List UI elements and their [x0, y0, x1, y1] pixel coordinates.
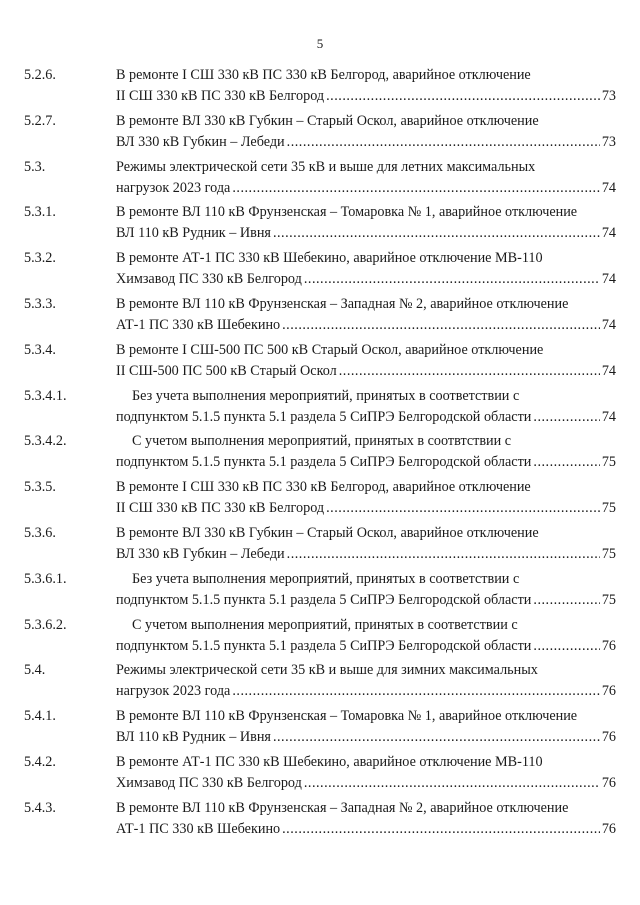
dot-leader	[287, 132, 600, 153]
dot-leader	[326, 86, 600, 107]
toc-entry[interactable]	[24, 798, 616, 840]
page-reference: 73	[601, 88, 616, 104]
page-reference: 75	[601, 454, 616, 471]
toc-entry-heading	[24, 431, 616, 452]
section-number: 5.4.	[24, 662, 46, 679]
toc-entry-continuation	[70, 86, 616, 107]
toc-entry-continuation	[70, 727, 616, 748]
toc-entry[interactable]	[24, 706, 616, 748]
section-number: 5.4.2.	[24, 753, 56, 770]
section-number: 5.3.6.1.	[24, 570, 67, 587]
section-number: 5.4.1.	[24, 708, 56, 725]
section-title-line1: В ремонте ВЛ 330 кВ Губкин – Старый Оскол, аварийное отключение	[116, 112, 539, 129]
section-title-line2: ВЛ 110 кВ Рудник – Ивня	[116, 729, 271, 746]
section-title-line1: С учетом выполнения мероприятий, принятых в соотвтствии с	[132, 433, 512, 450]
dot-leader	[232, 681, 599, 702]
toc-entry-heading	[24, 752, 616, 773]
toc-entry-continuation	[70, 407, 616, 428]
toc-entry-heading	[24, 523, 616, 544]
page-reference: 74	[601, 225, 616, 242]
section-number: 5.3.5.	[24, 479, 56, 496]
page-reference: 76	[601, 637, 616, 654]
page-reference: 74	[601, 408, 616, 425]
toc-entry[interactable]	[24, 569, 616, 611]
toc-entry[interactable]	[24, 111, 616, 153]
page-reference: 75	[601, 591, 616, 608]
toc-entry-continuation	[70, 590, 616, 611]
section-number: 5.2.7.	[24, 112, 56, 129]
section-title-line2: АТ-1 ПС 330 кВ Шебекино	[116, 820, 281, 837]
section-number: 5.3.4.2.	[24, 433, 67, 450]
toc-entry-heading	[24, 477, 616, 498]
dot-leader	[533, 590, 599, 611]
toc-entry-heading	[24, 798, 616, 819]
toc-entry[interactable]	[24, 202, 616, 244]
section-title-line1: В ремонте ВЛ 110 кВ Фрунзенская – Западная № 2, аварийное отключение	[116, 799, 569, 816]
toc-entry[interactable]	[24, 660, 616, 702]
toc-entry-continuation	[70, 636, 616, 657]
toc-entry-heading	[24, 615, 616, 636]
section-title-line1: В ремонте I СШ-500 ПС 500 кВ Старый Оскол, аварийное отключение	[116, 341, 544, 358]
toc-entry-continuation	[70, 315, 616, 336]
dot-leader	[339, 361, 600, 382]
section-title-line2: подпунктом 5.1.5 пункта 5.1 раздела 5 СиПРЭ Белгородской области	[116, 591, 532, 608]
section-title-line1: В ремонте ВЛ 110 кВ Фрунзенская – Томаровка № 1, аварийное отключение	[116, 708, 578, 725]
dot-leader	[533, 407, 599, 428]
section-number: 5.3.4.1.	[24, 387, 67, 404]
toc-entry-heading	[24, 294, 616, 315]
section-title-line1: Без учета выполнения мероприятий, принятых в соответствии с	[132, 570, 520, 587]
dot-leader	[232, 178, 599, 199]
toc-entry[interactable]	[24, 65, 616, 107]
page-reference: 76	[601, 683, 616, 700]
page-reference: 74	[601, 316, 616, 333]
table-of-contents	[24, 65, 616, 844]
toc-entry[interactable]	[24, 523, 616, 565]
section-title-line1: Без учета выполнения мероприятий, принятых в соответствии с	[132, 387, 520, 404]
toc-entry-continuation	[70, 498, 616, 519]
toc-entry-heading	[24, 386, 616, 407]
page-number: 5	[316, 36, 324, 51]
section-number: 5.3.	[24, 158, 46, 175]
page-reference: 76	[601, 729, 616, 746]
toc-entry-heading	[24, 65, 616, 86]
section-title-line1: Режимы электрической сети 35 кВ и выше для зимних максимальных	[116, 662, 538, 679]
section-title-line1: В ремонте ВЛ 110 кВ Фрунзенская – Западная № 2, аварийное отключение	[116, 295, 569, 312]
page-reference: 73	[601, 133, 616, 150]
page-reference: 76	[601, 774, 616, 791]
page-reference: 74	[601, 362, 616, 379]
section-title-line1: В ремонте ВЛ 330 кВ Губкин – Старый Оскол, аварийное отключение	[116, 524, 539, 541]
section-number: 5.4.3.	[24, 799, 56, 816]
toc-entry[interactable]	[24, 340, 616, 382]
section-title-line1: В ремонте I СШ 330 кВ ПС 330 кВ Белгород, аварийное отключение	[116, 67, 531, 83]
toc-entry-continuation	[70, 819, 616, 840]
section-title-line1: В ремонте АТ-1 ПС 330 кВ Шебекино, аварийное отключение МВ-110	[116, 753, 543, 770]
page-reference: 74	[601, 179, 616, 196]
section-number: 5.3.4.	[24, 341, 56, 358]
section-title-line2: ВЛ 330 кВ Губкин – Лебеди	[116, 133, 285, 150]
section-title-line2: Химзавод ПС 330 кВ Белгород	[116, 774, 302, 791]
section-title-line1: Режимы электрической сети 35 кВ и выше для летних максимальных	[116, 158, 536, 175]
toc-entry-continuation	[70, 544, 616, 565]
toc-entry-heading	[24, 660, 616, 681]
toc-entry-heading	[24, 202, 616, 223]
dot-leader	[282, 315, 600, 336]
toc-entry-continuation	[70, 132, 616, 153]
section-number: 5.3.6.2.	[24, 616, 67, 633]
section-title-line2: ВЛ 330 кВ Губкин – Лебеди	[116, 545, 285, 562]
section-title-line2: II СШ-500 ПС 500 кВ Старый Оскол	[116, 362, 337, 379]
toc-entry-heading	[24, 569, 616, 590]
toc-entry-continuation	[70, 773, 616, 794]
toc-entry-continuation	[70, 681, 616, 702]
section-number: 5.3.1.	[24, 204, 56, 221]
toc-entry[interactable]	[24, 752, 616, 794]
section-title-line2: Химзавод ПС 330 кВ Белгород	[116, 271, 302, 288]
section-number: 5.3.6.	[24, 524, 56, 541]
section-title-line2: подпунктом 5.1.5 пункта 5.1 раздела 5 СиПРЭ Белгородской области	[116, 454, 532, 471]
dot-leader	[287, 544, 600, 565]
section-number: 5.3.2.	[24, 250, 56, 267]
dot-leader	[326, 498, 600, 519]
dot-leader	[282, 819, 600, 840]
section-title-line2: II СШ 330 кВ ПС 330 кВ Белгород	[116, 88, 325, 104]
toc-entry[interactable]	[24, 248, 616, 290]
toc-entry-continuation	[70, 223, 616, 244]
section-title-line2: нагрузок 2023 года	[116, 683, 231, 700]
section-title-line1: В ремонте I СШ 330 кВ ПС 330 кВ Белгород, аварийное отключение	[116, 479, 531, 496]
toc-entry[interactable]	[24, 431, 616, 473]
section-title-line2: нагрузок 2023 года	[116, 179, 231, 196]
page-reference: 75	[601, 500, 616, 517]
section-title-line2: ВЛ 110 кВ Рудник – Ивня	[116, 225, 271, 242]
toc-entry-heading	[24, 248, 616, 269]
dot-leader	[533, 452, 599, 473]
section-title-line1: С учетом выполнения мероприятий, принятых в соответствии с	[132, 616, 518, 633]
section-number: 5.3.3.	[24, 295, 56, 312]
toc-entry-heading	[24, 340, 616, 361]
section-number: 5.2.6.	[24, 67, 56, 83]
dot-leader	[273, 727, 600, 748]
toc-entry-heading	[24, 157, 616, 178]
toc-entry-continuation	[70, 178, 616, 199]
toc-entry[interactable]	[24, 294, 616, 336]
toc-entry[interactable]	[24, 615, 616, 657]
section-title-line2: АТ-1 ПС 330 кВ Шебекино	[116, 316, 281, 333]
page-reference: 74	[601, 271, 616, 288]
section-title-line1: В ремонте ВЛ 110 кВ Фрунзенская – Томаровка № 1, аварийное отключение	[116, 204, 578, 221]
toc-entry-continuation	[70, 269, 616, 290]
section-title-line2: подпунктом 5.1.5 пункта 5.1 раздела 5 СиПРЭ Белгородской области	[116, 408, 532, 425]
toc-entry[interactable]	[24, 386, 616, 428]
section-title-line1: В ремонте АТ-1 ПС 330 кВ Шебекино, аварийное отключение МВ-110	[116, 250, 543, 267]
toc-entry-heading	[24, 111, 616, 132]
toc-entry[interactable]	[24, 477, 616, 519]
toc-entry-continuation	[70, 452, 616, 473]
dot-leader	[304, 773, 600, 794]
dot-leader	[273, 223, 600, 244]
page-reference: 76	[601, 820, 616, 837]
toc-entry[interactable]	[24, 157, 616, 199]
toc-entry-heading	[24, 706, 616, 727]
dot-leader	[304, 269, 600, 290]
section-title-line2: подпунктом 5.1.5 пункта 5.1 раздела 5 СиПРЭ Белгородской области	[116, 637, 532, 654]
dot-leader	[533, 636, 599, 657]
toc-entry-continuation	[70, 361, 616, 382]
page-reference: 75	[601, 545, 616, 562]
section-title-line2: II СШ 330 кВ ПС 330 кВ Белгород	[116, 500, 325, 517]
